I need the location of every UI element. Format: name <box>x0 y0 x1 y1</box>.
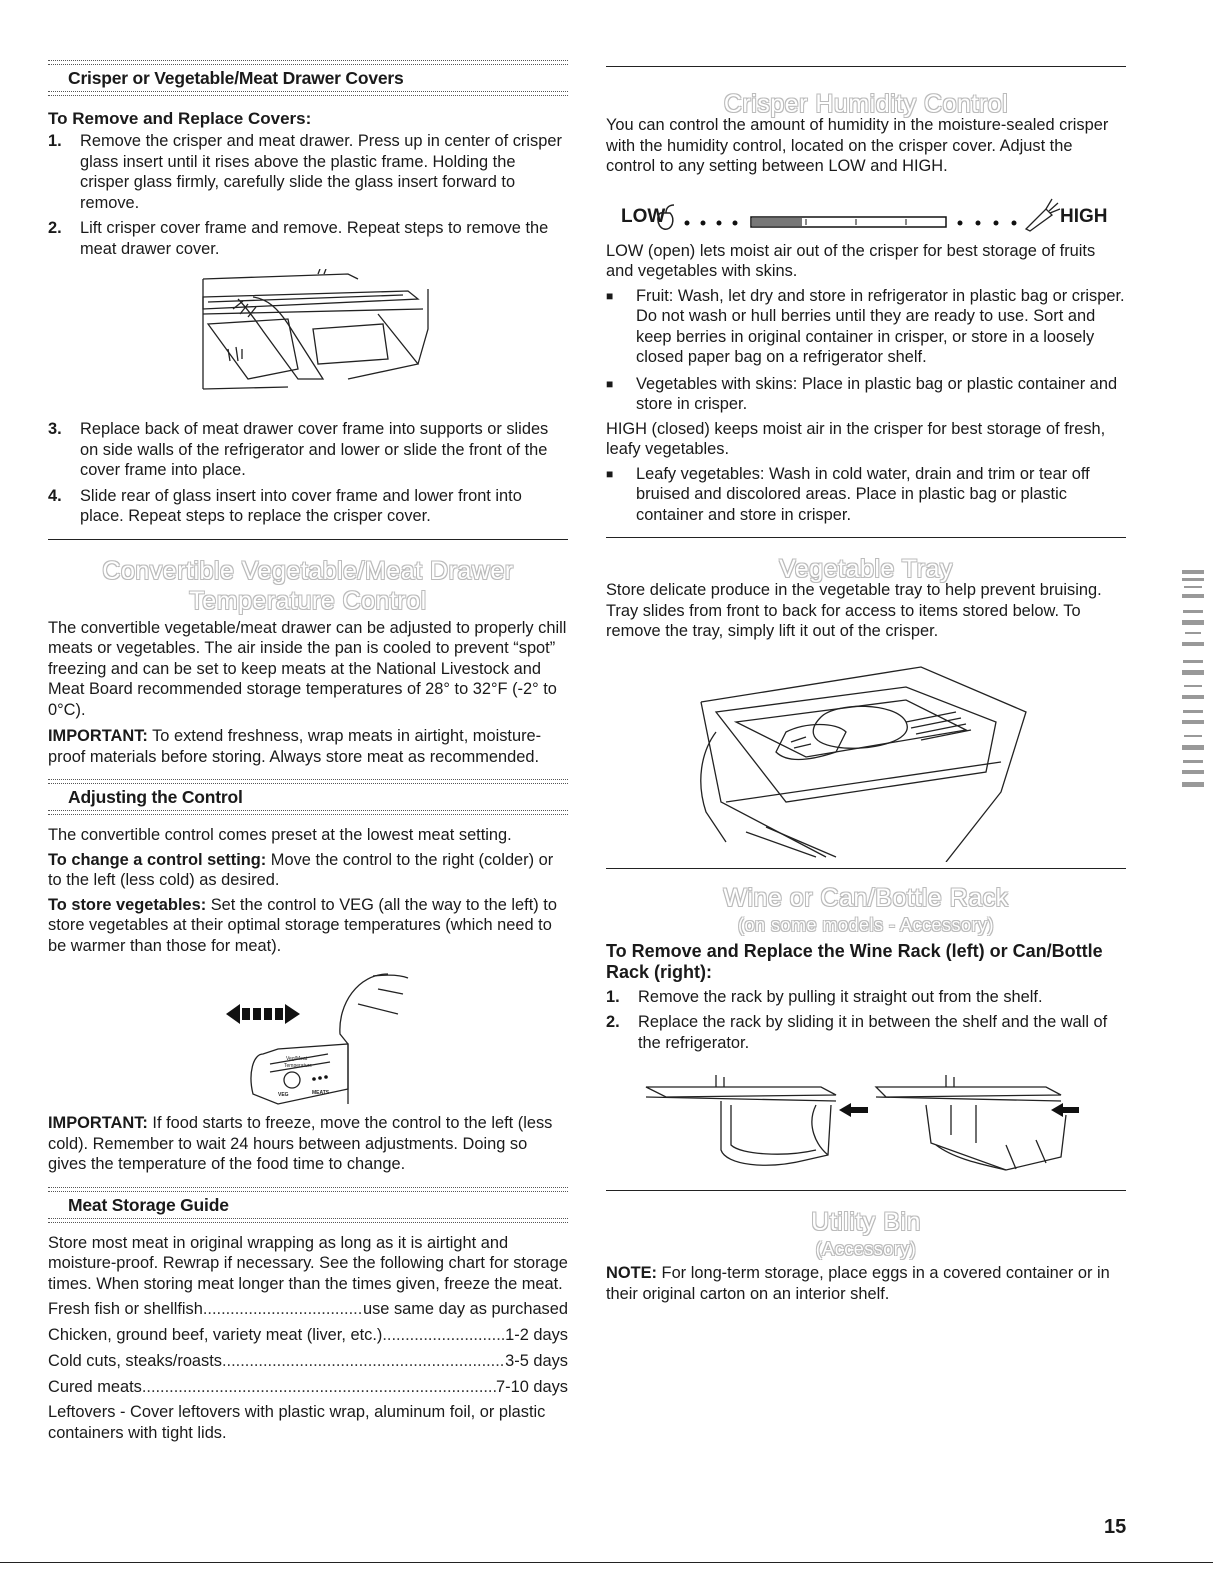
convertible-title: Convertible Vegetable/Meat Drawer Temperature Control <box>102 556 514 615</box>
guide-row: Fresh fish or shellfish ..... use same day as purchased <box>48 1296 568 1322</box>
convertible-paragraph: The convertible vegetable/meat drawer can be adjusted to properly chill meats or vegetables. The air inside the pan is cooled to prevent “spot” freezing and can be set to keep meats at the National Livestock and Meat Board recommended storage temperatures of 28° to 32°F (-2° to 0°C). <box>48 618 567 719</box>
guide-row: Cold cuts, steaks/roasts ..... 3-5 days <box>48 1348 568 1374</box>
section-rule <box>606 1190 1126 1191</box>
low-bullet-fruit: ■ Fruit: Wash, let dry and store in refrigerator in plastic bag or crisper. Do not wash or hull berries until they are ready to use. Sort and keep berries in original container in crisper, or store in a loosely closed paper bag on a refrigerator shelf. <box>606 286 1125 366</box>
drawer-cover-illustration <box>48 269 568 407</box>
change-setting-text: To change a control setting: Move the control to the right (colder) or to the left (less cold) as desired. <box>48 850 554 889</box>
humidity-title: Crisper Humidity Control <box>723 90 1009 118</box>
adjusting-paragraph: The convertible control comes preset at the lowest meat setting. <box>48 826 512 844</box>
step-1: 1. Remove the crisper and meat drawer. Press up in center of crisper glass insert until it rises above the plastic frame. Holding the crisper glass firmly, carefully slide the glass insert forward to remove. <box>48 132 562 212</box>
dial-label-veg: VEG <box>278 1092 289 1098</box>
side-tab-marker <box>1180 570 1206 790</box>
high-bullet-leafy: ■ Leafy vegetables: Wash in cold water, drain and trim or tear off bruised and discolored areas. Place in plastic bag or plastic container and store in crisper. <box>606 464 1090 524</box>
rack-step-2: 2. Replace the rack by sliding it in between the shelf and the wall of the refrigerator. <box>606 1013 1108 1052</box>
humidity-paragraph: You can control the amount of humidity in the moisture-sealed crisper with the humidity control, located on the crisper cover. Adjust the control to any setting between LOW and HIGH. <box>606 116 1109 175</box>
guide-row: Chicken, ground beef, variety meat (liver, etc.) ..... 1-2 days <box>48 1322 568 1348</box>
high-label: HIGH <box>1060 205 1108 227</box>
humidity-slider-graphic <box>606 189 1126 237</box>
wine-and-can-rack-illustration <box>606 1065 1126 1180</box>
wine-rack-arrow-icon <box>839 1103 868 1117</box>
meat-storage-paragraph: Store most meat in original wrapping as long as it is airtight and moisture-proof. Rewrap if necessary. See the following chart for storage times. When storing meat longer than the times given, freeze the meat. <box>48 1233 568 1293</box>
can-rack-arrow-icon <box>1051 1103 1079 1117</box>
note-text: NOTE: For long-term storage, place eggs in a covered container or in their original carton on an interior shelf. <box>606 1264 1110 1303</box>
dial-label-temperature: Temperature <box>284 1063 313 1069</box>
rack-step-1: 1. Remove the rack by pulling it straight out from the shelf. <box>606 987 1043 1006</box>
right-column <box>606 60 1126 1304</box>
step-4: 4. Slide rear of glass insert into cover frame and lower front into place. Repeat steps to replace the crisper cover. <box>48 486 522 525</box>
bottom-rule <box>0 1562 1213 1563</box>
guide-row: Cured meats ..... 7-10 days <box>48 1374 568 1400</box>
section-rule <box>606 66 1126 67</box>
important-note-2: IMPORTANT: If food starts to freeze, move the control to the left (less cold). Remember to wait 24 hours between adjustments. Doing so gives the temperature of the food time to change. <box>48 1114 553 1173</box>
meat-storage-table <box>48 1296 568 1400</box>
bin-title: Utility Bin <box>811 1208 921 1236</box>
low-label: LOW <box>621 205 666 227</box>
section-rule <box>606 868 1126 869</box>
remove-heading: To Remove and Replace Covers: <box>48 109 312 128</box>
dial-label-meats: MEATS <box>312 1090 330 1096</box>
rack-heading: To Remove and Replace the Wine Rack (left) or Can/Bottle Rack (right): <box>606 940 1103 982</box>
page-number: 15 <box>1104 1516 1127 1538</box>
rack-title: Wine or Can/Bottle Rack <box>723 883 1009 912</box>
temperature-dial-illustration <box>48 964 568 1109</box>
dial-label-veg-meat: Veg/Meat <box>286 1056 308 1062</box>
tray-title: Vegetable Tray <box>779 555 953 583</box>
leftovers-text: Leftovers - Cover leftovers with plastic wrap, aluminum foil, or plastic containers with tight lids. <box>48 1403 546 1442</box>
covers-heading: Crisper or Vegetable/Meat Drawer Covers <box>68 68 404 88</box>
step-3: 3. Replace back of meat drawer cover frame into supports or slides on side walls of the refrigerator and lower or slide the front of the cover frame into place. <box>48 420 549 479</box>
humidity-scale <box>606 189 1126 237</box>
store-vegetables-text: To store vegetables: Set the control to VEG (all the way to the left) to store vegetables at their optimal storage temperatures (which need to be warmer than those for meat). <box>48 895 557 955</box>
rack-subtitle: (on some models - Accessory) <box>737 914 995 935</box>
important-note-1: IMPORTANT: To extend freshness, wrap meats in airtight, moisture-proof materials before storing. Always store meat as recommended. <box>48 727 542 766</box>
meat-storage-heading: Meat Storage Guide <box>68 1194 229 1215</box>
humidity-slider-knob <box>752 218 802 226</box>
bin-subtitle: (Accessory) <box>815 1239 917 1259</box>
adjusting-heading: Adjusting the Control <box>68 787 243 807</box>
dotted-rule <box>48 810 568 815</box>
left-column <box>48 60 568 1443</box>
high-paragraph: HIGH (closed) keeps moist air in the crisper for best storage of fresh, leafy vegetables. <box>606 419 1106 458</box>
dotted-rule <box>48 1218 568 1223</box>
section-rule <box>48 539 568 540</box>
dotted-rule <box>48 91 568 96</box>
low-bullet-vegetables: ■ Vegetables with skins: Place in plastic bag or plastic container and store in crisper. <box>606 374 1118 413</box>
tray-paragraph: Store delicate produce in the vegetable tray to help prevent bruising. Tray slides from front to back for access to items stored below. To remove the tray, simply lift it out of the crisper. <box>606 581 1102 640</box>
low-paragraph: LOW (open) lets moist air out of the crisper for best storage of fruits and vegetables with skins. <box>606 241 1096 280</box>
section-rule <box>606 537 1126 538</box>
vegetable-tray-illustration <box>606 652 1126 862</box>
step-2: 2. Lift crisper cover frame and remove. Repeat steps to remove the meat drawer cover. <box>48 219 549 258</box>
